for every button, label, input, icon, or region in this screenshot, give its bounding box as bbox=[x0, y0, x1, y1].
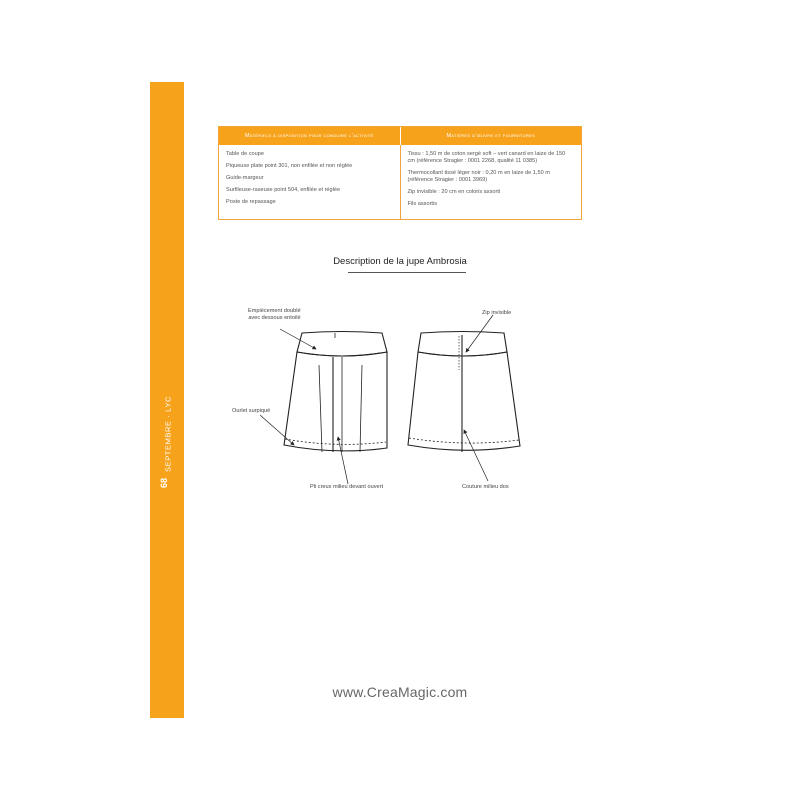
label-zip: Zip invisible bbox=[482, 310, 512, 316]
equipment-item: Guide-margeur bbox=[226, 175, 264, 181]
label-back-seam: Couture milieu dos bbox=[462, 484, 509, 490]
chapter-month: SEPTEMBRE · LYC bbox=[163, 396, 173, 472]
watermark: www.CreaMagic.com bbox=[332, 684, 468, 700]
label-hem: Ourlet surpiqué bbox=[232, 408, 271, 414]
supply-item: Fils assortis bbox=[407, 201, 438, 207]
page-number: 68 bbox=[159, 478, 169, 489]
description-title: Description de la jupe Ambrosia bbox=[333, 256, 467, 267]
equipment-item: Surfileuse-raseuse point 504, enfilée et réglée bbox=[226, 187, 341, 193]
equipment-item: Table de coupe bbox=[226, 151, 264, 157]
skirt-back-drawing bbox=[408, 332, 520, 453]
equipment-item: Poste de repassage bbox=[226, 199, 276, 205]
supplies-header: Matières d’œuvre et fournitures bbox=[400, 127, 582, 145]
supply-item: Thermocollant tissé léger noir : 0,20 m en laize de 1,50 m (référence Stragier : 0001 3969) bbox=[407, 170, 550, 183]
skirt-front-drawing bbox=[284, 332, 387, 453]
equipment-header: Matériels à disposition pour conduire l’activité bbox=[245, 133, 374, 139]
label-waistband: Empiècement doublé avec dessous entoilé bbox=[248, 308, 301, 321]
label-pleat: Pli creux milieu devant ouvert bbox=[310, 484, 384, 490]
equipment-item: Piqueuse plate point 301, non enfilée et non réglée bbox=[226, 163, 353, 169]
supply-item: Zip invisible : 20 cm en coloris assorti bbox=[407, 189, 501, 195]
supply-item: Tissu : 1,50 m de coton sergé soft – vert canard en laize de 150 cm (référence Stragier : 0001 2268, qualité 11 0385) bbox=[407, 151, 566, 164]
annotation-leaders bbox=[260, 315, 493, 484]
